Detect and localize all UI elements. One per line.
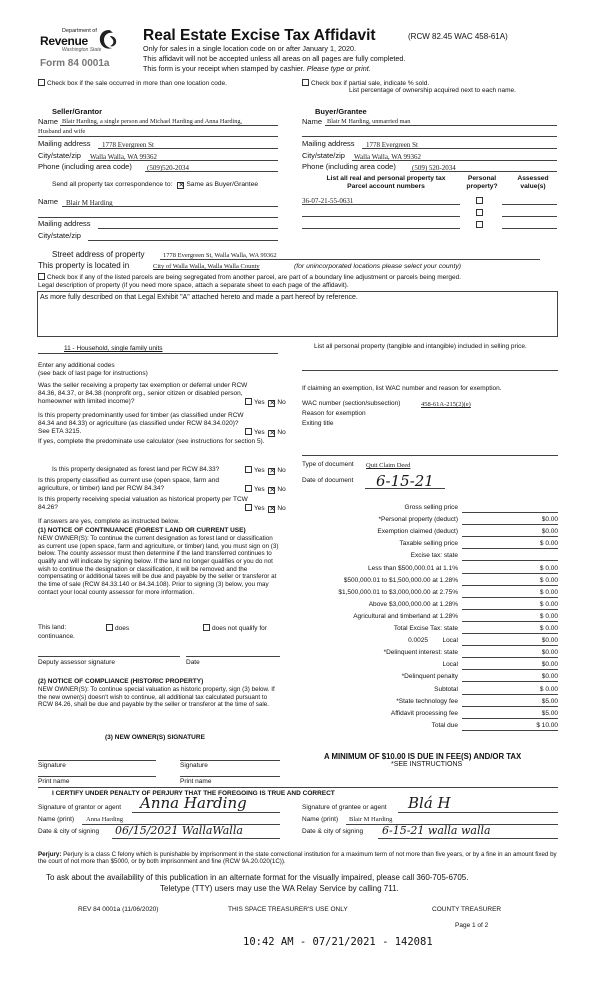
located-value[interactable]: City of Walla Walla, Walla Walla County [153, 263, 260, 270]
codes-label-2: (see back of last page for instructions) [38, 370, 148, 377]
dor-logo [40, 28, 130, 76]
tax-row-line [462, 573, 558, 574]
wac-label: WAC number (section/subsection) [302, 400, 401, 407]
located-note: (for unincorporated locations please select your county) [294, 263, 461, 270]
tax-row-label: $1,500,000.01 to $3,000,000.00 at 2.75% [338, 588, 458, 596]
seller-address-label: Mailing address [38, 139, 91, 148]
tax-row-label: $500,000.01 to $1,500,000.00 at 1.28% [343, 576, 458, 584]
tax-row-line [462, 706, 558, 707]
legal-box[interactable] [37, 291, 558, 337]
revenue-swirl-icon [98, 28, 120, 52]
tax-row-line [462, 585, 558, 586]
yes-checkbox[interactable] [245, 485, 252, 492]
tax-row-label: 0.0025 Local [408, 637, 458, 645]
tax-row-value[interactable]: $ 0.00 [539, 564, 558, 572]
grantee-date[interactable]: 6-15-21 walla walla [382, 824, 491, 837]
tax-row-value[interactable]: $ 0.00 [539, 576, 558, 584]
no-checkbox[interactable]: ✕ [269, 468, 276, 475]
seller-name-value-2[interactable]: Husband and wife [38, 128, 86, 135]
does-check[interactable]: does [106, 624, 129, 633]
buyer-address-value[interactable]: 1778 Evergreen St [366, 141, 418, 149]
seller-phone-label: Phone (including area code) [38, 162, 132, 171]
tax-row-value[interactable]: $ 0.00 [539, 540, 558, 548]
tax-row-line [462, 597, 558, 598]
header-note-3: This form is your receipt when stamped by cashier. Please type or print. [143, 64, 371, 73]
no-checkbox[interactable]: ✕ [269, 506, 276, 513]
new-owner-print-label-1: Print name [38, 778, 70, 785]
parcel-row-1[interactable]: 36-07-21-55-0631 [302, 197, 354, 205]
tax-row-label: *Personal property (deduct) [378, 516, 458, 524]
tax-row-line [462, 681, 558, 682]
question-exemption: Was the seller receiving a property tax exemption or deferral under RCW 84.36, 84.37, or 84.38 (nonprofit org., senior citizen or disabled person, homeowner with limited income)? [38, 382, 248, 405]
doc-type-label: Type of document [302, 461, 354, 468]
tax-row-line [462, 633, 558, 634]
tax-row-line [462, 657, 558, 658]
header-note-2: This affidavit will not be accepted unless all areas on all pages are fully completed. [143, 54, 406, 63]
codes-label-1: Enter any additional codes [38, 362, 115, 369]
q2-answer[interactable]: Yes ✕ No [245, 428, 286, 437]
tax-row-label: *State technology fee [396, 697, 458, 705]
continuance-label: continuance. [38, 633, 75, 640]
tax-row-label: Taxable selling price [399, 540, 458, 548]
personal-property-checkbox-2[interactable] [476, 209, 483, 216]
checkbox[interactable] [302, 79, 309, 86]
grantee-signature[interactable]: Blá H [408, 794, 451, 812]
grantor-signature[interactable]: Anna Harding [140, 794, 247, 812]
no-checkbox[interactable]: ✕ [269, 430, 276, 437]
tax-row-value[interactable]: $0.00 [541, 637, 558, 645]
corr-name-value[interactable]: Blair M Harding [66, 199, 113, 207]
new-owner-sig-label-1: Signature [38, 762, 66, 769]
tax-row-value[interactable]: $5.00 [541, 709, 558, 717]
yes-checkbox[interactable] [245, 504, 252, 511]
grantee-name[interactable]: Blair M Harding [349, 816, 393, 823]
personal-property-label: List all personal property (tangible and intangible) included in selling price. [314, 343, 527, 350]
street-label: Street address of property [52, 250, 145, 259]
see-instructions: *SEE INSTRUCTIONS [391, 761, 463, 768]
deputy-sig-label: Deputy assessor signature [38, 659, 115, 666]
grantee-date-label: Date & city of signing [302, 828, 364, 835]
county-treasurer: COUNTY TREASURER [432, 906, 502, 913]
certify-heading: I CERTIFY UNDER PENALTY OF PERJURY THAT THE FOREGOING IS TRUE AND CORRECT [52, 790, 335, 797]
tax-row-label: Gross selling price [404, 504, 458, 511]
tax-row-value[interactable]: $0.00 [541, 649, 558, 657]
notice-3-heading: (3) NEW OWNER(S) SIGNATURE [105, 734, 205, 741]
tax-row-line [462, 512, 558, 513]
this-land-label: This land: [38, 624, 67, 631]
tax-row-label: Local [442, 661, 458, 669]
answers-note: If answers are yes, complete as instructed below. [38, 518, 180, 525]
tax-row-value[interactable]: $ 10.00 [536, 721, 558, 729]
checkbox[interactable] [106, 624, 113, 631]
dept-state: Washington State [62, 47, 102, 53]
new-owner-sig-label-2: Signature [180, 762, 208, 769]
notice-2-heading: (2) NOTICE OF COMPLIANCE (HISTORIC PROPERTY) [38, 678, 204, 685]
buyer-address-label: Mailing address [302, 139, 355, 148]
tax-row-value[interactable]: $5.00 [541, 697, 558, 705]
tax-row-label: *Delinquent interest: state [383, 649, 458, 657]
wac-value[interactable]: 458-61A-215(2)(e) [421, 401, 471, 408]
exemption-claim-label: If claiming an exemption, list WAC number and reason for exemption. [302, 385, 502, 392]
minimum-notice: A MINIMUM OF $10.00 IS DUE IN FEE(S) AND/OR TAX [324, 752, 522, 761]
question-timber: Is this property predominantly used for timber (as classified under RCW 84.34 and 84.33) or agriculture (as classified under RCW 84.34.020)? See ETA 3215. [38, 412, 244, 435]
form-rcw: (RCW 82.45 WAC 458-61A) [408, 32, 508, 41]
grantor-date-label: Date & city of signing [38, 828, 100, 835]
use-code[interactable]: 11 - Household, single family units [64, 345, 163, 352]
same-as-buyer-checkbox[interactable]: ✕ [178, 182, 185, 189]
personal-property-checkbox-1[interactable] [476, 197, 483, 204]
reason-label: Reason for exemption [302, 410, 366, 417]
tax-row-label: Agricultural and timberland at 1.28% [353, 612, 458, 620]
seller-heading: Seller/Grantor [52, 107, 103, 116]
tax-row-line [462, 524, 558, 525]
located-label: This property is located in [38, 261, 130, 270]
dept-line1: Department of [62, 28, 97, 34]
checkbox[interactable] [38, 79, 45, 86]
q4-answer[interactable]: Yes ✕ No [245, 485, 286, 494]
buyer-name-value[interactable]: Blair M Harding, unmarried man [327, 118, 411, 125]
notice-1-body: NEW OWNER(S): To continue the current designation as forest land or classification as current use (open space, farm and agriculture, or timber) land, you must sign on (3) below. The county assessor must then determine if the land transferred continues to qualify and will indicate by signing below. If the land no longer qualifies or you do not wish to continue the designation or classification, it will be removed and the compensating or additional taxes will be due and payable by the seller or transferor at the time of sale (RCW 84.33.140 or 84.34.108). Prior to signing (3) below, you may contact your local county assessor for more information. [38, 535, 279, 596]
new-owner-print-label-2: Print name [180, 778, 212, 785]
segregated-check[interactable]: Check box if any of the listed parcels are being segregated from another parcel, are part of a boundary line adjustment or parcels being merged. [38, 273, 461, 282]
form-title: Real Estate Excise Tax Affidavit [143, 27, 376, 44]
seller-phone-value[interactable]: (509)520-2034 [147, 164, 189, 172]
legal-value: As more fully described on that Legal Exhibit "A" attached hereto and made a part hereof by reference. [40, 294, 358, 301]
tax-row-label: Subtotal [434, 685, 458, 693]
checkbox[interactable] [203, 624, 210, 631]
perjury-text: Perjury: Perjury is a class C felony which is punishable by imprisonment in the state correctional institution for a maximum term of not more than five years, or by a fine in an amount fixed by the court of not more than $5000, or by both imprisonment and fine (RCW 9A.20.020(1C)). [38, 851, 557, 866]
buyer-phone-value[interactable]: (509) 520-2034 [412, 164, 456, 172]
reason-value[interactable]: Exiting title [302, 420, 334, 427]
no-checkbox[interactable]: ✕ [269, 400, 276, 407]
tax-row-line [462, 645, 558, 646]
multi-location-check[interactable]: Check box if the sale occurred in more than one location code. [38, 79, 227, 88]
seller-address-value[interactable]: 1778 Evergreen St [102, 141, 154, 149]
yes-checkbox[interactable] [245, 466, 252, 473]
seller-city-value[interactable]: Walla Walla, WA 99362 [90, 153, 158, 161]
buyer-phone-label: Phone (including area code) [302, 162, 396, 171]
personal-property-checkbox-3[interactable] [476, 221, 483, 228]
q3-answer[interactable]: Yes ✕ No [245, 466, 286, 475]
no-checkbox[interactable]: ✕ [269, 487, 276, 494]
tax-row-value[interactable]: $0.00 [541, 661, 558, 669]
partial-sale-sub: List percentage of ownership acquired next to each name. [349, 87, 516, 94]
tax-row-value[interactable]: $ 0.00 [539, 612, 558, 620]
question-historic: Is this property receiving special valuation as historical property per TCW 84.26? [38, 496, 248, 511]
buyer-name-label: Name [302, 117, 323, 126]
tax-row-value[interactable]: $ 0.00 [539, 600, 558, 608]
question-timber-note: If yes, complete the predominate use calculator (see instructions for section 5). [38, 438, 265, 445]
corr-address-label: Mailing address [38, 219, 91, 228]
tax-row-label: Less than $500,000.01 at 1.1% [368, 564, 458, 572]
question-forest: Is this property designated as forest land per RCW 84.33? [52, 466, 220, 473]
tax-row-line [462, 560, 558, 561]
grantor-name[interactable]: Anna Harding [86, 816, 124, 823]
question-current-use: Is this property classified as current use (open space, farm and agriculture, or timber) land per RCW 84.34? [38, 477, 220, 492]
grantee-sig-label: Signature of grantee or agent [302, 804, 387, 811]
q5-answer[interactable]: Yes ✕ No [245, 504, 286, 513]
rev-number: REV 84 0001a (11/06/2020) [78, 906, 159, 913]
cashier-stamp: 10:42 AM - 07/21/2021 - 142081 [243, 936, 433, 948]
grantor-name-label: Name (print) [38, 816, 75, 823]
grantee-name-label: Name (print) [302, 816, 339, 823]
tax-row-label: Above $3,000,000.00 at 1.28% [368, 600, 458, 608]
buyer-city-label: City/state/zip [302, 151, 345, 160]
parcel-col1: List all real and personal property tax Parcel account numbers [326, 175, 446, 191]
tax-row-line [462, 536, 558, 537]
tax-row-line [462, 730, 558, 731]
deputy-date-label: Date [186, 659, 200, 666]
dept-brand: Revenue [40, 34, 88, 48]
seller-city-label: City/state/zip [38, 151, 81, 160]
parcel-col2: Personal property? [466, 175, 498, 191]
tax-row-line [462, 669, 558, 670]
tax-row-line [462, 718, 558, 719]
tax-row-line [462, 621, 558, 622]
tax-row-value[interactable]: $0.00 [541, 528, 558, 536]
tax-row-value[interactable]: $0.00 [541, 673, 558, 681]
corr-name-label: Name [38, 197, 59, 206]
partial-sale-check[interactable]: Check box if partial sale, indicate % sold. [302, 79, 429, 88]
yes-checkbox[interactable] [245, 398, 252, 405]
grantor-sig-label: Signature of grantor or agent [38, 804, 122, 811]
yes-checkbox[interactable] [245, 428, 252, 435]
doc-date-value[interactable]: 6-15-21 [376, 472, 434, 490]
treasurer-space: THIS SPACE TREASURER'S USE ONLY [228, 906, 348, 913]
alt-format-text: To ask about the availability of this publication in an alternate format for the visually impaired, please call 360-705-6705. [46, 873, 469, 882]
parcel-col3: Assessed value(s) [517, 175, 549, 191]
does-not-check[interactable]: does not qualify for [203, 624, 267, 633]
checkbox[interactable] [38, 273, 45, 280]
doc-date-label: Date of document [302, 477, 354, 484]
doc-type-value[interactable]: Quit Claim Deed [366, 462, 411, 469]
seller-name-label: Name [38, 117, 59, 126]
tax-row-label: Total Excise Tax: state [393, 625, 458, 632]
tty-text: Teletype (TTY) users may use the WA Relay Service by calling 711. [160, 884, 399, 893]
tax-row-label: Total due [431, 721, 458, 729]
buyer-heading: Buyer/Grantee [315, 107, 367, 116]
buyer-city-value[interactable]: Walla Walla, WA 99362 [354, 153, 422, 161]
header-note-1: Only for sales in a single location code on or after January 1, 2020. [143, 44, 356, 53]
grantor-date[interactable]: 06/15/2021 WallaWalla [115, 824, 243, 837]
tax-row-value[interactable]: $0.00 [541, 516, 558, 524]
tax-row-line [462, 694, 558, 695]
tax-row-label: *Delinquent penalty [401, 673, 458, 681]
tax-row-label: Affidavit processing fee [390, 709, 458, 717]
tax-row-value[interactable]: $ 0.00 [539, 625, 558, 632]
legal-label: Legal description of property (if you need more space, attach a separate sheet to each page of the affidavit). [38, 282, 349, 289]
correspondence-label: Send all property tax correspondence to: ✕ Same as Buyer/Grantee [52, 181, 259, 189]
page-number: Page 1 of 2 [455, 922, 489, 929]
notice-1-heading: (1) NOTICE OF CONTINUANCE (FOREST LAND OR CURRENT USE) [38, 527, 246, 534]
corr-city-label: City/state/zip [38, 231, 81, 240]
tax-row-line [462, 609, 558, 610]
form-number: Form 84 0001a [40, 58, 110, 69]
tax-row-value[interactable]: $ 0.00 [539, 685, 558, 693]
tax-row-value[interactable]: $ 0.00 [539, 588, 558, 596]
notice-2-body: NEW OWNER(S): To continue special valuation as historic property, sign (3) below. If the new owner(s) doesn't wish to continue, all additional tax calculated pursuant to RCW 84.26, shall be due and payable by the seller or transferor at the time of sale. [38, 686, 275, 709]
street-value[interactable]: 1778 Evergreen St, Walla Walla, WA 99362 [163, 252, 277, 259]
q1-answer[interactable]: Yes ✕ No [245, 398, 286, 407]
tax-row-label: Excise tax: state [410, 552, 458, 560]
tax-row-label: Exemption claimed (deduct) [377, 528, 458, 536]
seller-name-value[interactable]: Blair Harding, a single person and Michael Harding and Anna Harding, [62, 118, 243, 125]
tax-row-line [462, 548, 558, 549]
